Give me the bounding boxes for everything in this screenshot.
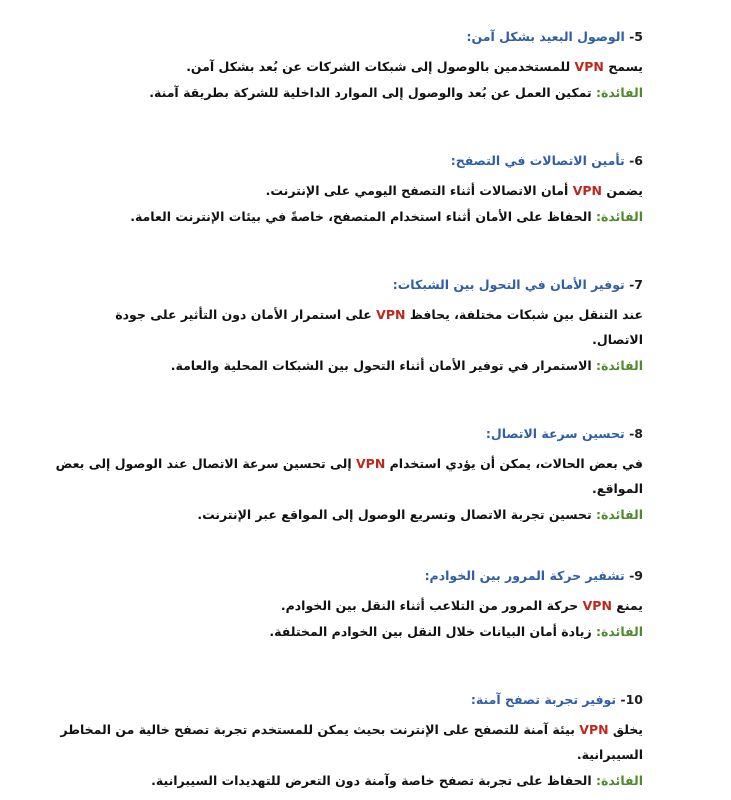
section-benefit: [83, 505, 643, 525]
section-title: تأمين الاتصالات في التصفح:: [450, 153, 625, 168]
section-connection-speed: [55, 425, 643, 525]
section-heading: [83, 425, 643, 442]
section-title: توفير الأمان في التحول بين الشبكات:: [392, 277, 625, 292]
vpn-term: VPN: [574, 59, 604, 74]
description-text-end: للمستخدمين بالوصول إلى شبكات الشركات عن بُعد بشكل آمن.: [186, 59, 571, 74]
section-heading: [83, 28, 643, 45]
vpn-term: VPN: [582, 598, 612, 613]
description-text-start: يسمح: [608, 59, 643, 74]
description-text-start: يخلق: [612, 722, 643, 737]
benefit-text: تحسين تجربة الاتصال وتسريع الوصول إلى المواقع عبر الإنترنت.: [197, 507, 592, 522]
section-number: 7-: [629, 277, 643, 292]
vpn-term: VPN: [572, 183, 602, 198]
section-heading: [83, 691, 643, 708]
section-description: [83, 302, 643, 352]
section-heading: [83, 152, 643, 169]
description-text-end: حركة المرور من التلاعب أثناء النقل بين الخوادم.: [280, 598, 579, 613]
description-text-end: إلى تحسين سرعة الاتصال عند الوصول إلى بعض المواقع.: [55, 456, 643, 496]
section-benefit: [83, 771, 643, 791]
benefit-text: الحفاظ على تجربة تصفح خاصة وآمنة دون التعرض للتهديدات السيبرانية.: [151, 773, 592, 788]
benefit-label: الفائدة:: [596, 507, 643, 522]
vpn-term: VPN: [355, 456, 386, 471]
section-benefit: [83, 83, 643, 103]
section-description: [83, 593, 643, 618]
section-title: تشفير حركة المرور بين الخوادم:: [424, 568, 625, 583]
benefit-text: زيادة أمان البيانات خلال النقل بين الخوادم المختلفة.: [269, 624, 592, 639]
section-heading: [83, 276, 643, 293]
description-text-start: في بعض الحالات، يمكن أن يؤدي استخدام: [389, 456, 643, 471]
section-server-encryption: [83, 567, 643, 642]
benefit-text: الحفاظ على الأمان أثناء استخدام المتصفح، خاصةً في بيئات الإنترنت العامة.: [130, 209, 592, 224]
section-number: 8-: [629, 426, 643, 441]
section-title: توفير تجربة تصفح آمنة:: [470, 692, 617, 707]
section-description: [33, 717, 643, 767]
section-browsing-security: [83, 152, 643, 227]
section-number: 5-: [629, 29, 643, 44]
benefit-text: تمكين العمل عن بُعد والوصول إلى الموارد الداخلية للشركة بطريقة آمنة.: [149, 85, 592, 100]
section-number: 10-: [620, 692, 643, 707]
benefit-label: الفائدة:: [596, 624, 643, 639]
section-benefit: [83, 207, 643, 227]
section-title: تحسين سرعة الاتصال:: [485, 426, 625, 441]
section-description: [83, 54, 643, 79]
description-text-end: أمان الاتصالات أثناء التصفح اليومي على الإنترنت.: [265, 183, 569, 198]
description-text-start: يمنع: [616, 598, 643, 613]
section-number: 9-: [629, 568, 643, 583]
benefit-label: الفائدة:: [596, 85, 643, 100]
description-text-start: عند التنقل بين شبكات مختلفة، يحافظ: [409, 307, 643, 322]
section-network-switching: [83, 276, 643, 376]
benefit-text: الاستمرار في توفير الأمان أثناء التحول بين الشبكات المحلية والعامة.: [170, 358, 592, 373]
vpn-term: VPN: [579, 722, 609, 737]
section-number: 6-: [629, 153, 643, 168]
section-remote-access: [83, 28, 643, 103]
benefit-label: الفائدة:: [596, 773, 643, 788]
section-description: [83, 178, 643, 203]
section-heading: [83, 567, 643, 584]
description-text-end: على استمرار الأمان دون التأثير على جودة الاتصال.: [115, 307, 643, 347]
section-benefit: [83, 622, 643, 642]
description-text-start: يضمن: [606, 183, 643, 198]
section-description: [33, 451, 643, 501]
benefit-label: الفائدة:: [596, 209, 643, 224]
section-safe-browsing: [60, 691, 643, 791]
section-benefit: [83, 356, 643, 376]
document-body: [55, 28, 643, 791]
vpn-term: VPN: [376, 307, 406, 322]
description-text-end: بيئة آمنة للتصفح على الإنترنت بحيث يمكن للمستخدم تجربة تصفح خالية من المخاطر السيبرانية.: [60, 722, 643, 762]
benefit-label: الفائدة:: [596, 358, 643, 373]
section-title: الوصول البعيد بشكل آمن:: [466, 29, 625, 44]
